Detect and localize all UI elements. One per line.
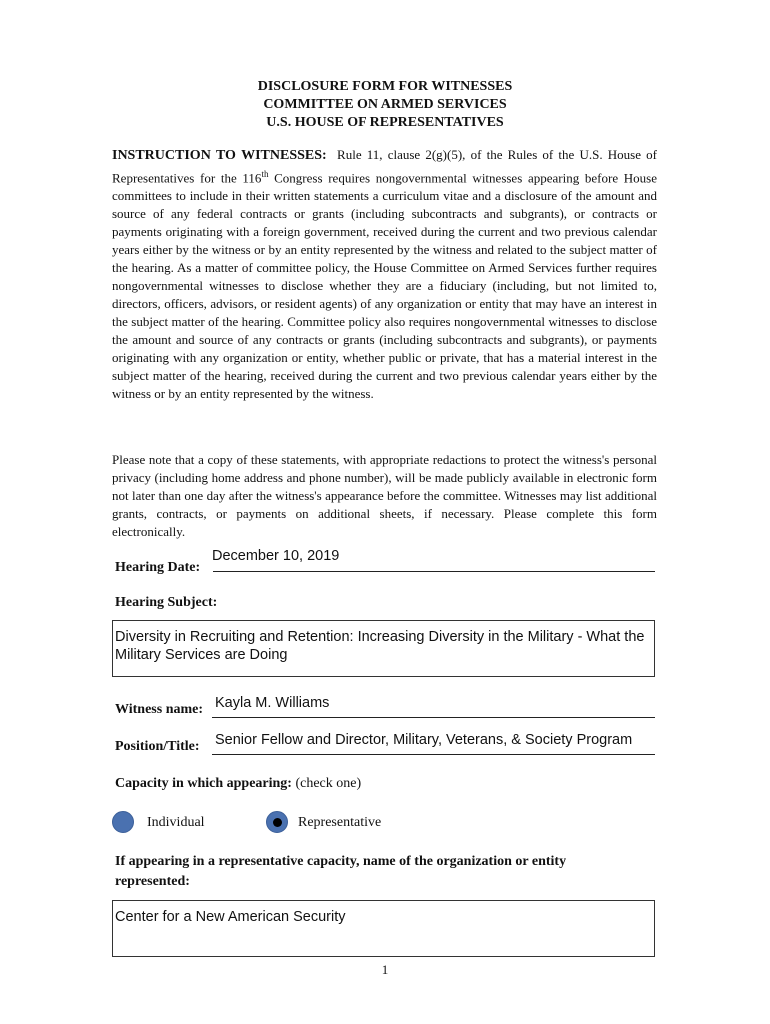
position-title-field[interactable]: Senior Fellow and Director, Military, Veterans, & Society Program bbox=[215, 732, 633, 748]
instructions-superscript: th bbox=[261, 169, 269, 179]
instructions-heading: INSTRUCTION TO WITNESSES: bbox=[112, 148, 327, 163]
individual-radio[interactable] bbox=[112, 811, 134, 833]
representative-radio-label: Representative bbox=[298, 815, 382, 830]
instructions-text-a: Rule 11, clause 2(g)(5), of the Rules of the U.S. House of Representatives for the 116 bbox=[112, 147, 657, 186]
hearing-subject-field[interactable] bbox=[112, 620, 655, 677]
organization-value: Center for a New American Security bbox=[115, 909, 346, 925]
representative-radio[interactable] bbox=[266, 811, 288, 833]
hearing-subject-value: Diversity in Recruiting and Retention: Increasing Diversity in the Military - What the Military Services are Doing bbox=[115, 629, 645, 663]
instructions-paragraph bbox=[112, 146, 657, 403]
witness-name-field[interactable]: Kayla M. Williams bbox=[215, 695, 330, 711]
form-title-line-1: DISCLOSURE FORM FOR WITNESSES bbox=[257, 79, 513, 94]
capacity-label-text: Capacity in which appearing: bbox=[115, 776, 292, 791]
organization-field[interactable] bbox=[112, 900, 655, 957]
witness-name-underline bbox=[212, 717, 655, 718]
page-number: 1 bbox=[381, 962, 389, 977]
form-title-line-3: U.S. HOUSE OF REPRESENTATIVES bbox=[266, 115, 504, 130]
individual-radio-label: Individual bbox=[147, 815, 205, 830]
hearing-date-field[interactable]: December 10, 2019 bbox=[212, 548, 340, 564]
hearing-date-underline bbox=[213, 571, 655, 572]
instructions-text-b: Congress requires nongovernmental witnesses appearing before House committees to include in their written statements a curriculum vitae and a disclosure of the amount and source of any federal contracts or grants (including subcontracts and subgrants), or contracts or payments originating with a foreign government, received during the current and two previous calendar years either by the witness or by an entity represented by the witness and related to the subject matter of the hearing. As a matter of committee policy, the House Committee on Armed Services further requires nongovernmental witnesses to disclose whether they are a fiduciary (including, but not limited to, directors, officers, advisors, or resident agents) of any organization or entity that may have an interest in the subject matter of the hearing. Committee policy also requires nongovernmental witnesses to disclose the amount and source of any contracts or grants (including subcontracts and subgrants), or payments originating with any organization or entity, whether public or private, that has a material interest in the subject matter of the hearing, received during the current and two previous calendar years either by the witness or by an entity represented by the witness. bbox=[112, 170, 657, 402]
organization-label: If appearing in a representative capacity, name of the organization or entity represented: bbox=[115, 854, 567, 889]
witness-name-label: Witness name: bbox=[115, 702, 204, 717]
note-paragraph: Please note that a copy of these statements, with appropriate redactions to protect the witness's personal privacy (including home address and phone number), will be made publicly available in electronic form not later than one day after the witness's appearance before the committee. Witnesses may list additional grants, contracts, or payments on additional sheets, if necessary. Please complete this form electronically. bbox=[112, 452, 657, 539]
position-title-label: Position/Title: bbox=[115, 739, 200, 754]
radio-selected-dot bbox=[273, 818, 282, 827]
capacity-label bbox=[115, 775, 361, 793]
position-title-underline bbox=[212, 754, 655, 755]
hearing-subject-label: Hearing Subject: bbox=[115, 595, 218, 610]
capacity-hint: (check one) bbox=[295, 776, 362, 791]
form-title-line-2: COMMITTEE ON ARMED SERVICES bbox=[263, 97, 507, 112]
hearing-date-label: Hearing Date: bbox=[115, 560, 201, 575]
